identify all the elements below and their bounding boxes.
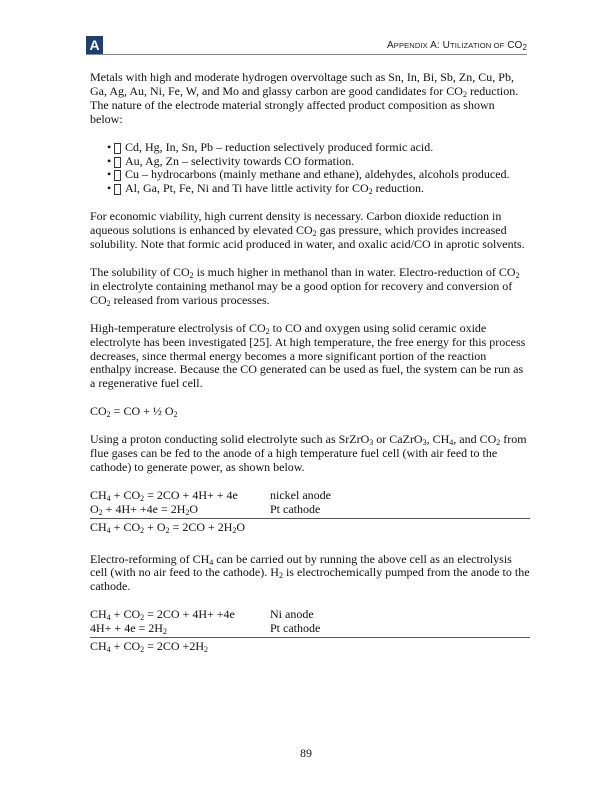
text: CH xyxy=(90,487,107,502)
electrode-label: nickel anode xyxy=(270,487,331,502)
list-item xyxy=(107,153,530,169)
missing-glyph-icon xyxy=(114,170,121,181)
text: CH xyxy=(90,607,107,622)
subscript: 2 xyxy=(165,525,170,535)
paragraph-high-temperature xyxy=(90,322,530,392)
text: = 2CO + 4H+ + 4e xyxy=(144,487,238,502)
equation xyxy=(90,521,245,535)
electrode-label: Pt cathode xyxy=(270,501,321,516)
text: , CH xyxy=(426,432,450,447)
text: + CO xyxy=(110,519,141,534)
subscript: 4 xyxy=(106,645,111,655)
text: reduction. xyxy=(372,181,424,196)
equation-row xyxy=(90,503,530,517)
subscript: 2 xyxy=(140,645,145,655)
text: For economic viability, high current density is necessary. Carbon dioxide reduction in aqueous solutions is enhanced by elevated CO xyxy=(90,209,502,238)
text: The solubility of CO xyxy=(90,264,190,279)
equation xyxy=(90,608,270,622)
text: O xyxy=(236,519,246,534)
paragraph-metals xyxy=(90,71,530,127)
text: is much higher in methanol than in water. Electro-reduction of CO xyxy=(193,264,516,279)
title-part: A xyxy=(387,40,394,51)
text: Electro-reforming of CH xyxy=(90,551,210,566)
subscript: 2 xyxy=(515,270,520,280)
equation xyxy=(90,622,270,636)
text: CH xyxy=(90,639,107,654)
subscript: 2 xyxy=(312,229,317,239)
text: 4H+ + 4e = 2H xyxy=(90,621,163,636)
list-item xyxy=(107,139,530,155)
text: O xyxy=(189,501,199,516)
header-title xyxy=(387,40,527,51)
bullet-icon: • xyxy=(107,181,112,196)
text: = 2CO + 2H xyxy=(169,519,233,534)
subscript: 4 xyxy=(106,493,111,503)
equation-co2-split xyxy=(90,405,530,419)
subscript: 2 xyxy=(106,298,111,308)
subscript: 4 xyxy=(449,438,454,448)
page-header xyxy=(86,36,527,55)
subscript: 2 xyxy=(496,438,501,448)
text: Metals with high and moderate hydrogen overvoltage such as Sn, In, Bi, Sb, Zn, Cu, Pb, Ga, Ag, Au, Ni, Fe, W, and Mo and glassy carbon are good candidates for CO xyxy=(90,70,514,98)
paragraph-proton-conducting xyxy=(90,433,530,475)
missing-glyph-icon xyxy=(114,143,121,154)
equation xyxy=(90,489,270,503)
text: + O xyxy=(144,519,166,534)
text: Al, Ga, Pt, Fe, Ni and Ti have little activity for CO xyxy=(125,181,369,196)
bullet-icon: • xyxy=(107,153,112,168)
text: O xyxy=(90,501,99,516)
text: = CO + ½ O xyxy=(110,404,174,419)
title-part: TILIZATION OF xyxy=(450,41,505,50)
page-body xyxy=(90,71,530,668)
subscript: 2 xyxy=(278,571,283,581)
text: from flue gases can be fed to the anode of a high temperature fuel cell (with air feed to the cathode) to generate power, as shown below. xyxy=(90,432,527,474)
subscript: 4 xyxy=(106,613,111,623)
equation xyxy=(90,640,208,654)
equation-total-row xyxy=(90,637,530,654)
text: = 2CO +2H xyxy=(144,639,204,654)
title-subscript: 2 xyxy=(522,43,527,52)
subscript: 2 xyxy=(140,493,145,503)
paragraph-economic xyxy=(90,210,530,252)
paragraph-electro-reforming xyxy=(90,553,530,595)
equation-row xyxy=(90,608,530,622)
text: Using a proton conducting solid electrolyte such as SrZrO xyxy=(90,432,370,447)
text: can be carried out by running the above cell as an electrolysis cell (with no air feed to the cathode). H xyxy=(90,551,512,580)
title-part: PPENDIX xyxy=(393,41,428,50)
text: Au, Ag, Zn – selectivity towards CO formation. xyxy=(125,153,355,168)
bullet-icon: • xyxy=(107,139,112,154)
text: CH xyxy=(90,519,107,534)
text: + 4H+ +4e = 2H xyxy=(102,501,186,516)
text: + CO xyxy=(110,607,141,622)
text: is electrochemically pumped from the anode to the cathode. xyxy=(90,565,530,594)
missing-glyph-icon xyxy=(114,157,121,168)
text: released from various processes. xyxy=(110,292,270,307)
equation-row xyxy=(90,622,530,636)
missing-glyph-icon xyxy=(114,184,121,195)
text: + CO xyxy=(110,487,141,502)
subscript: 2 xyxy=(140,525,145,535)
title-part: A: U xyxy=(427,40,451,51)
subscript: 4 xyxy=(209,557,214,567)
electrode-label: Pt cathode xyxy=(270,621,321,636)
list-item xyxy=(107,181,530,197)
text: gas pressure, which provides increased solubility. Note that formic acid produced in water, and oxalic acid/CO in aprotic solvents. xyxy=(90,223,525,252)
bullet-icon: • xyxy=(107,167,112,182)
text: Cd, Hg, In, Sn, Pb – reduction selectively produced formic acid. xyxy=(125,139,434,154)
subscript: 2 xyxy=(232,525,237,535)
subscript: 4 xyxy=(106,525,111,535)
subscript: 2 xyxy=(140,613,145,623)
text: = 2CO + 4H+ +4e xyxy=(144,607,235,622)
text: or CaZrO xyxy=(373,432,423,447)
text: Cu – hydrocarbons (mainly methane and ethane), aldehydes, alcohols produced. xyxy=(125,167,510,182)
text: CO xyxy=(90,404,107,419)
subscript: 3 xyxy=(369,438,374,448)
text: , and CO xyxy=(453,432,497,447)
text: reduction. The nature of the electrode material strongly affected product composition as shown below: xyxy=(90,83,519,126)
paragraph-solubility xyxy=(90,266,530,308)
appendix-logo-icon: A xyxy=(86,36,103,54)
fuel-cell-equations xyxy=(90,489,530,535)
text: to CO and oxygen using solid ceramic oxide electrolyte has been investigated [25]. At high temperature, the free energy for this process decreases, since thermal energy becomes a more significant portion of the reaction enthalpy increase. Because the CO generated can be used as fuel, the system can be run as a regenerative fuel cell. xyxy=(90,320,526,391)
subscript: 2 xyxy=(368,187,373,197)
subscript: 2 xyxy=(462,89,467,99)
list-item xyxy=(107,167,530,182)
equation xyxy=(90,503,270,517)
subscript: 2 xyxy=(265,326,270,336)
subscript: 2 xyxy=(162,627,167,637)
subscript: 2 xyxy=(98,507,103,517)
text: in electrolyte containing methanol may be a good option for recovery and conversion of CO xyxy=(90,278,513,307)
subscript: 3 xyxy=(422,438,427,448)
equation-total-row xyxy=(90,518,530,535)
page-number: 89 xyxy=(300,746,312,760)
subscript: 2 xyxy=(106,410,111,420)
subscript: 2 xyxy=(203,645,208,655)
subscript: 2 xyxy=(185,507,190,517)
subscript: 2 xyxy=(189,270,194,280)
electrolysis-equations xyxy=(90,608,530,654)
equation-row xyxy=(90,489,530,503)
subscript: 2 xyxy=(173,410,178,420)
electrode-list xyxy=(90,141,530,197)
title-part: CO xyxy=(504,40,523,51)
text: + CO xyxy=(110,639,141,654)
text: High-temperature electrolysis of CO xyxy=(90,320,266,335)
electrode-label: Ni anode xyxy=(270,607,314,622)
